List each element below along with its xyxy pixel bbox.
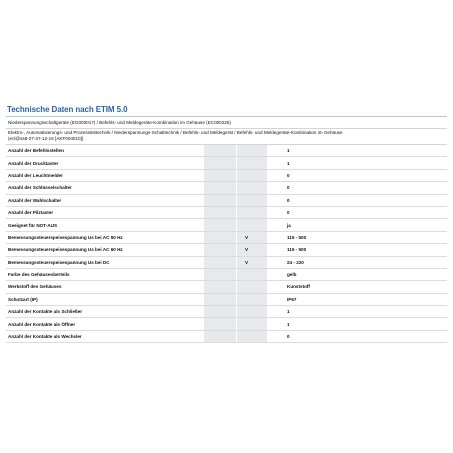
spec-unit	[237, 330, 268, 342]
spec-row	[6, 182, 447, 194]
spec-label: Anzahl der Schlüsselschalter	[6, 182, 204, 194]
spec-label: Geeignet für NOT-AUS	[6, 219, 204, 231]
spec-value: 0	[267, 330, 447, 342]
etim-class-line: Niederspannungsschaltgeräte (EG000017) / Befehls- und Meldegeräte-Kombination im Gehäuse (EC000225)	[6, 117, 447, 129]
spec-row	[6, 330, 447, 342]
spec-unit	[237, 169, 268, 181]
spec-value: gelb	[267, 268, 447, 280]
spec-row	[6, 194, 447, 206]
spec-label: Schutzart (IP)	[6, 293, 204, 305]
spec-label: Anzahl der Befehlsstellen	[6, 145, 204, 157]
spec-value: 24 - 220	[267, 256, 447, 268]
spec-blank-cell	[204, 318, 237, 330]
spec-unit	[237, 306, 268, 318]
spec-value: 0	[267, 194, 447, 206]
spec-value: 0	[267, 169, 447, 181]
spec-label: Anzahl der Wahlschalter	[6, 194, 204, 206]
eclass-path-line-1: Elektro-, Automatisierungs- und Prozessleittechnik / Niederspannungs-Schalttechnik / Befehls- und Meldegerät / Befehls- und Meldegeräte-Kombination im Gehäuse	[8, 130, 343, 135]
spec-value: 1	[267, 318, 447, 330]
spec-label: Anzahl der Kontakte als Öffner	[6, 318, 204, 330]
spec-row	[6, 244, 447, 256]
spec-blank-cell	[204, 157, 237, 169]
spec-row	[6, 231, 447, 243]
section-title: Technische Daten nach ETIM 5.0	[6, 104, 447, 117]
spec-unit	[237, 318, 268, 330]
spec-blank-cell	[204, 256, 237, 268]
spec-value: 1	[267, 145, 447, 157]
spec-label: Werkstoff des Gehäuses	[6, 281, 204, 293]
spec-value: 0	[267, 182, 447, 194]
spec-row	[6, 268, 447, 280]
spec-row	[6, 206, 447, 218]
spec-blank-cell	[204, 330, 237, 342]
spec-blank-cell	[204, 206, 237, 218]
spec-unit	[237, 219, 268, 231]
spec-unit	[237, 206, 268, 218]
spec-blank-cell	[204, 293, 237, 305]
spec-unit	[237, 293, 268, 305]
spec-label: Anzahl der Pilztaster	[6, 206, 204, 218]
spec-value: 115 - 500	[267, 231, 447, 243]
spec-row	[6, 219, 447, 231]
spec-unit	[237, 194, 268, 206]
classification-block	[6, 117, 447, 145]
spec-label: Bemessungssteuerspeisespannung Us bei AC 60 Hz	[6, 244, 204, 256]
spec-row	[6, 157, 447, 169]
spec-unit	[237, 157, 268, 169]
spec-unit	[237, 281, 268, 293]
spec-value: ja	[267, 219, 447, 231]
technical-data-sheet	[6, 104, 447, 343]
spec-unit	[237, 145, 268, 157]
spec-blank-cell	[204, 306, 237, 318]
spec-blank-cell	[204, 268, 237, 280]
spec-label: Farbe des Gehäuseoberteils	[6, 268, 204, 280]
eclass-path	[6, 129, 447, 144]
spec-label: Anzahl der Kontakte als Wechsler	[6, 330, 204, 342]
spec-row	[6, 256, 447, 268]
spec-blank-cell	[204, 219, 237, 231]
spec-value: 0	[267, 206, 447, 218]
spec-blank-cell	[204, 145, 237, 157]
spec-value: 115 - 500	[267, 244, 447, 256]
spec-blank-cell	[204, 194, 237, 206]
spec-row	[6, 306, 447, 318]
spec-value: IP67	[267, 293, 447, 305]
spec-label: Bemessungssteuerspeisespannung Us bei DC	[6, 256, 204, 268]
spec-table	[6, 145, 447, 343]
spec-row	[6, 318, 447, 330]
spec-row	[6, 145, 447, 157]
spec-row	[6, 281, 447, 293]
spec-row	[6, 293, 447, 305]
spec-blank-cell	[204, 231, 237, 243]
spec-unit: V	[237, 231, 268, 243]
spec-label: Bemessungssteuerspeisespannung Us bei AC 50 Hz	[6, 231, 204, 243]
spec-unit: V	[237, 256, 268, 268]
spec-blank-cell	[204, 182, 237, 194]
spec-unit: V	[237, 244, 268, 256]
spec-blank-cell	[204, 169, 237, 181]
spec-blank-cell	[204, 244, 237, 256]
spec-blank-cell	[204, 281, 237, 293]
spec-unit	[237, 268, 268, 280]
spec-label: Anzahl der Kontakte als Schließer	[6, 306, 204, 318]
spec-unit	[237, 182, 268, 194]
spec-row	[6, 169, 447, 181]
spec-value: 1	[267, 157, 447, 169]
spec-label: Anzahl der Leuchtmelder	[6, 169, 204, 181]
spec-label: Anzahl der Drucktaster	[6, 157, 204, 169]
spec-value: 1	[267, 306, 447, 318]
eclass-path-line-2: (ecl@ss8-27-37-12-16 [AKF004010])	[8, 136, 84, 141]
spec-value: Kunststoff	[267, 281, 447, 293]
